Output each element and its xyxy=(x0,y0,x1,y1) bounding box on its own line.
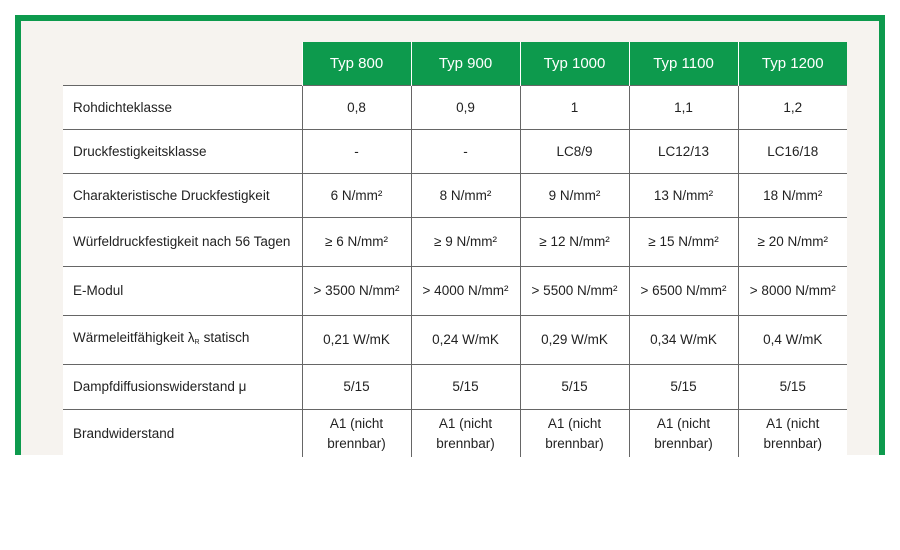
table-cell: A1 (nicht brennbar) xyxy=(520,410,629,458)
table-row xyxy=(63,218,847,267)
table-cell: 0,21 W/mK xyxy=(302,316,411,365)
row-label-subscript: R xyxy=(194,338,200,346)
header-blank-cell xyxy=(63,42,302,86)
table-cell: 13 N/mm² xyxy=(629,174,738,218)
header-typ-1200: Typ 1200 xyxy=(738,42,847,86)
row-label: Brandwiderstand xyxy=(63,410,302,458)
table-cell: - xyxy=(411,130,520,174)
table-cell: A1 (nicht brennbar) xyxy=(302,410,411,458)
table-cell: ≥ 12 N/mm² xyxy=(520,218,629,267)
header-typ-1000: Typ 1000 xyxy=(520,42,629,86)
table-cell: - xyxy=(302,130,411,174)
table-cell: 18 N/mm² xyxy=(738,174,847,218)
table-row xyxy=(63,174,847,218)
row-label-tail: statisch xyxy=(203,329,250,345)
row-label: Druckfestigkeitsklasse xyxy=(63,130,302,174)
table-cell: 6 N/mm² xyxy=(302,174,411,218)
table-cell: LC12/13 xyxy=(629,130,738,174)
table-frame xyxy=(15,15,885,455)
table-cell: 1,1 xyxy=(629,86,738,130)
table-cell: 5/15 xyxy=(738,365,847,410)
table-cell: 5/15 xyxy=(520,365,629,410)
spec-table xyxy=(63,42,847,457)
table-cell: > 5500 N/mm² xyxy=(520,267,629,316)
table-cell: ≥ 9 N/mm² xyxy=(411,218,520,267)
table-row xyxy=(63,130,847,174)
table-cell: > 3500 N/mm² xyxy=(302,267,411,316)
table-cell: LC16/18 xyxy=(738,130,847,174)
row-label: Würfeldruckfestigkeit nach 56 Tagen xyxy=(63,218,302,267)
table-cell: 5/15 xyxy=(302,365,411,410)
row-label: Rohdichteklasse xyxy=(63,86,302,130)
table-cell: 5/15 xyxy=(411,365,520,410)
table-cell: ≥ 6 N/mm² xyxy=(302,218,411,267)
header-typ-800: Typ 800 xyxy=(302,42,411,86)
table-cell: > 8000 N/mm² xyxy=(738,267,847,316)
table-cell: ≥ 15 N/mm² xyxy=(629,218,738,267)
table-cell: 5/15 xyxy=(629,365,738,410)
table-row xyxy=(63,365,847,410)
table-cell: 9 N/mm² xyxy=(520,174,629,218)
row-label: Charakteristische Druckfestigkeit xyxy=(63,174,302,218)
table-cell: 0,4 W/mK xyxy=(738,316,847,365)
table-cell: 1 xyxy=(520,86,629,130)
table-row xyxy=(63,86,847,130)
table-cell: 1,2 xyxy=(738,86,847,130)
table-row xyxy=(63,316,847,365)
table-cell: > 6500 N/mm² xyxy=(629,267,738,316)
header-typ-900: Typ 900 xyxy=(411,42,520,86)
row-label: E-Modul xyxy=(63,267,302,316)
table-cell: 0,8 xyxy=(302,86,411,130)
table-row xyxy=(63,267,847,316)
table-cell: A1 (nicht brennbar) xyxy=(738,410,847,458)
table-cell: LC8/9 xyxy=(520,130,629,174)
table-cell: 0,29 W/mK xyxy=(520,316,629,365)
table-cell: ≥ 20 N/mm² xyxy=(738,218,847,267)
table-cell: 8 N/mm² xyxy=(411,174,520,218)
header-typ-1100: Typ 1100 xyxy=(629,42,738,86)
table-cell: A1 (nicht brennbar) xyxy=(629,410,738,458)
row-label xyxy=(63,316,302,365)
header-row xyxy=(63,42,847,86)
table-cell: 0,34 W/mK xyxy=(629,316,738,365)
table-row xyxy=(63,410,847,458)
table-cell: 0,9 xyxy=(411,86,520,130)
table-cell: 0,24 W/mK xyxy=(411,316,520,365)
table-cell: > 4000 N/mm² xyxy=(411,267,520,316)
row-label-main: Wärmeleitfähigkeit λ xyxy=(73,329,195,345)
table-cell: A1 (nicht brennbar) xyxy=(411,410,520,458)
row-label: Dampfdiffusionswiderstand μ xyxy=(63,365,302,410)
